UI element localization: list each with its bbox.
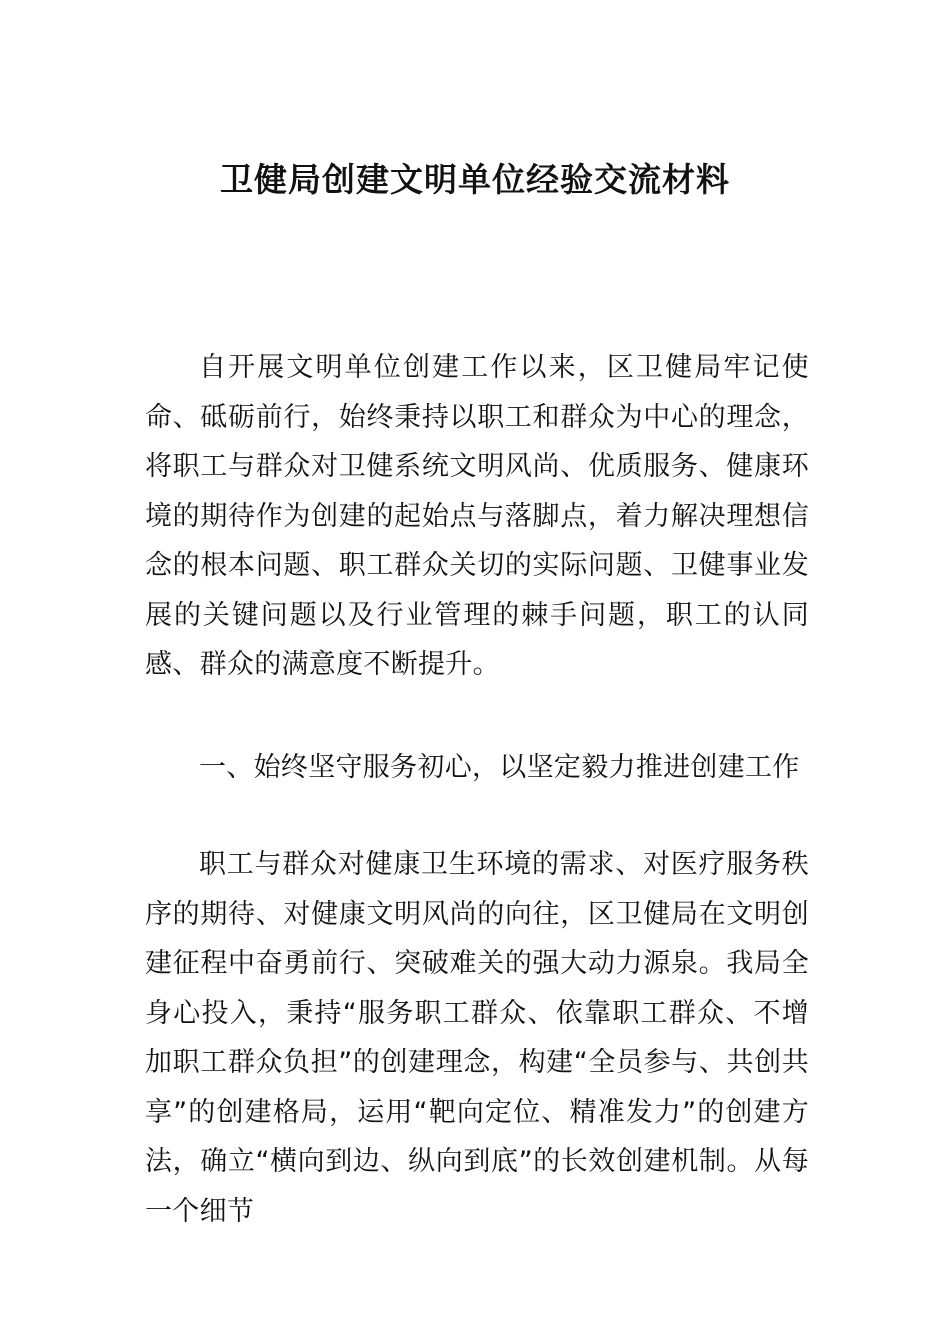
section-heading: 一、始终坚守服务初心，以坚定毅力推进创建工作 — [199, 752, 800, 783]
document-title: 卫健局创建文明单位经验交流材料 — [220, 160, 730, 199]
body-paragraph: 职工与群众对健康卫生环境的需求、对医疗服务秩序的期待、对健康文明风尚的向往，区卫健局在文明创建征程中奋勇前行、突破难关的强大动力源泉。我局全身心投入，秉持“服务职工群众、依靠职工群众、不增加职工群众负担”的创建理念，构建“全员参与、共创共享”的创建格局，运用“靶向定位、精准发力”的创建方法，确立“横向到边、纵向到底”的长效创建机制。从每一个细节 — [145, 849, 809, 1227]
intro-paragraph: 自开展文明单位创建工作以来，区卫健局牢记使命、砥砺前行，始终秉持以职工和群众为中心的理念，将职工与群众对卫健系统文明风尚、优质服务、健康环境的期待作为创建的起始点与落脚点，着力解决理想信念的根本问题、职工群众关切的实际问题、卫健事业发展的关键问题以及行业管理的棘手问题，职工的认同感、群众的满意度不断提升。 — [145, 352, 809, 680]
